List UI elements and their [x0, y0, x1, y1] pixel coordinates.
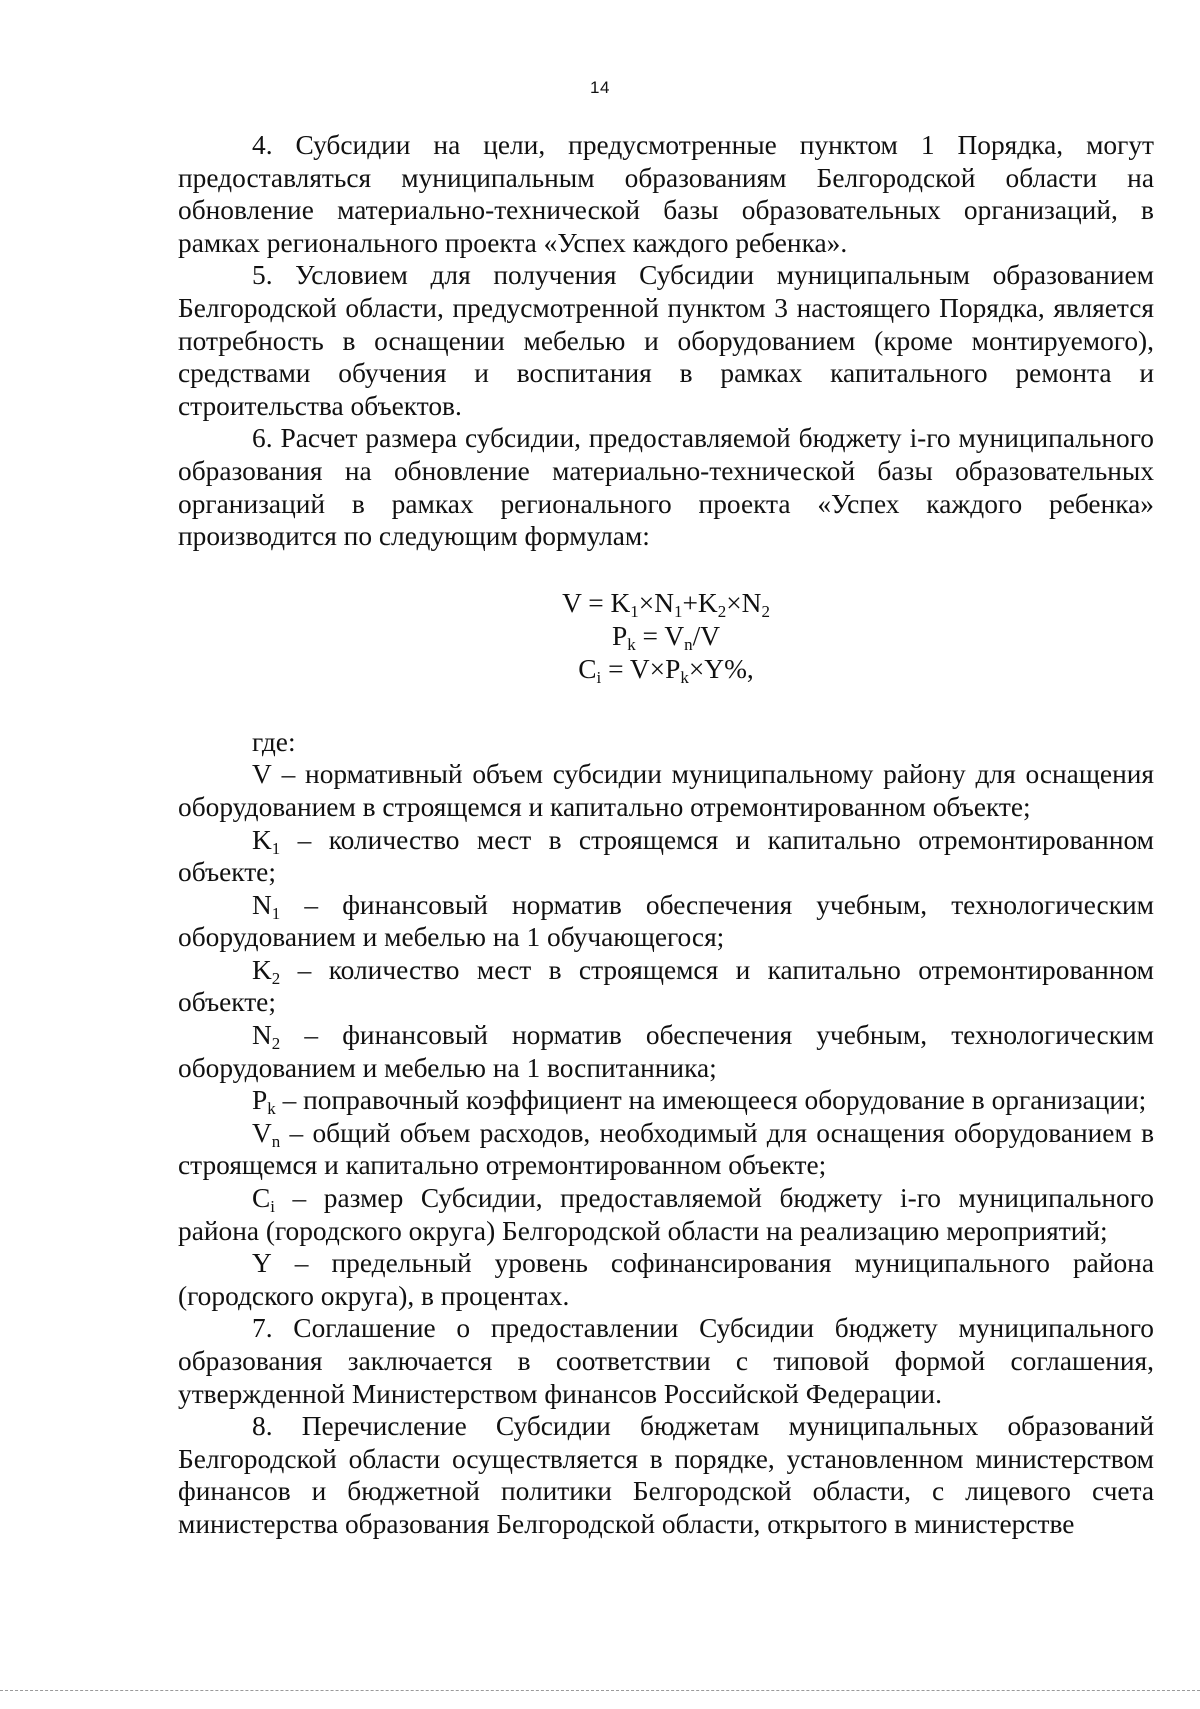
formula-block	[178, 587, 1154, 686]
definition-item: Y – предельный уровень софинансирования муниципального района (городского округа), в процентах.	[178, 1248, 1154, 1311]
paragraph-4: 4. Субсидии на цели, предусмотренные пунктом 1 Порядка, могут предоставляться муниципальным образованиям Белгородской области на обновление материально-технической базы образовательных организаций, в рамках регионального проекта «Успех каждого ребенка».	[178, 130, 1154, 258]
definition-item: $K_2$ – количество мест в строящемся и капитально отремонтированном объекте;	[178, 954, 1154, 1018]
definition-item: $C_i$ – размер Субсидии, предоставляемой бюджету i-го муниципального района (городского округа) Белгородской области на реализацию мероприятий;	[178, 1183, 1154, 1246]
paragraph-8: 8. Перечисление Субсидии бюджетам муниципальных образований Белгородской области осуществляется в порядке, установленном министерством финансов и бюджетной политики Белгородской области, с лицевого счета министерства образования Белгородской области, открытого в министерстве	[178, 1411, 1154, 1539]
paragraph-5: 5. Условием для получения Субсидии муниципальным образованием Белгородской области, предусмотренной пунктом 3 настоящего Порядка, является потребность в оснащении мебелью и оборудованием (кроме монтируемого), средствами обучения и воспитания в рамках капитального ремонта и строительства объектов.	[178, 260, 1154, 421]
where-label: где:	[252, 726, 296, 757]
definition-item: $K_1$ – количество мест в строящемся и капитально отремонтированном объекте;	[178, 824, 1154, 888]
paragraph-7: 7. Соглашение о предоставлении Субсидии бюджету муниципального образования заключается в соответствии с типовой формой соглашения, утвержденной Министерством финансов Российской Федерации.	[178, 1313, 1154, 1409]
definition-item: $N_1$ – финансовый норматив обеспечения учебным, технологическим оборудованием и мебелью на 1 обучающегося;	[178, 889, 1154, 953]
page-number: 14	[590, 78, 610, 97]
definition-item: $N_2$ – финансовый норматив обеспечения учебным, технологическим оборудованием и мебелью на 1 воспитанника;	[178, 1020, 1154, 1083]
scan-edge-line	[0, 1690, 1200, 1691]
formula-ci: $C_i = V\times P_k\times Y\%$,	[578, 653, 754, 687]
definition-item: $V_n$ – общий объем расходов, необходимый для оснащения оборудованием в строящемся и капитально отремонтированном объекте;	[178, 1117, 1154, 1181]
paragraph-6: 6. Расчет размера субсидии, предоставляемой бюджету i-го муниципального образования на обновление материально-технической базы образовательных организаций в рамках регионального проекта «Успех каждого ребенка» производится по следующим формулам:	[178, 423, 1154, 552]
definition-item: $P_k$ – поправочный коэффициент на имеющееся оборудование в организации;	[252, 1085, 1147, 1119]
definition-item: V – нормативный объем субсидии муниципальному району для оснащения оборудованием в строящемся и капитально отремонтированном объекте;	[178, 759, 1154, 822]
formula-pk: $P_k = V_n/V$	[611, 620, 721, 654]
formula-v: $V = K_1\times N_1+K_2\times N_2$	[562, 587, 770, 621]
document-body	[178, 129, 1154, 1541]
